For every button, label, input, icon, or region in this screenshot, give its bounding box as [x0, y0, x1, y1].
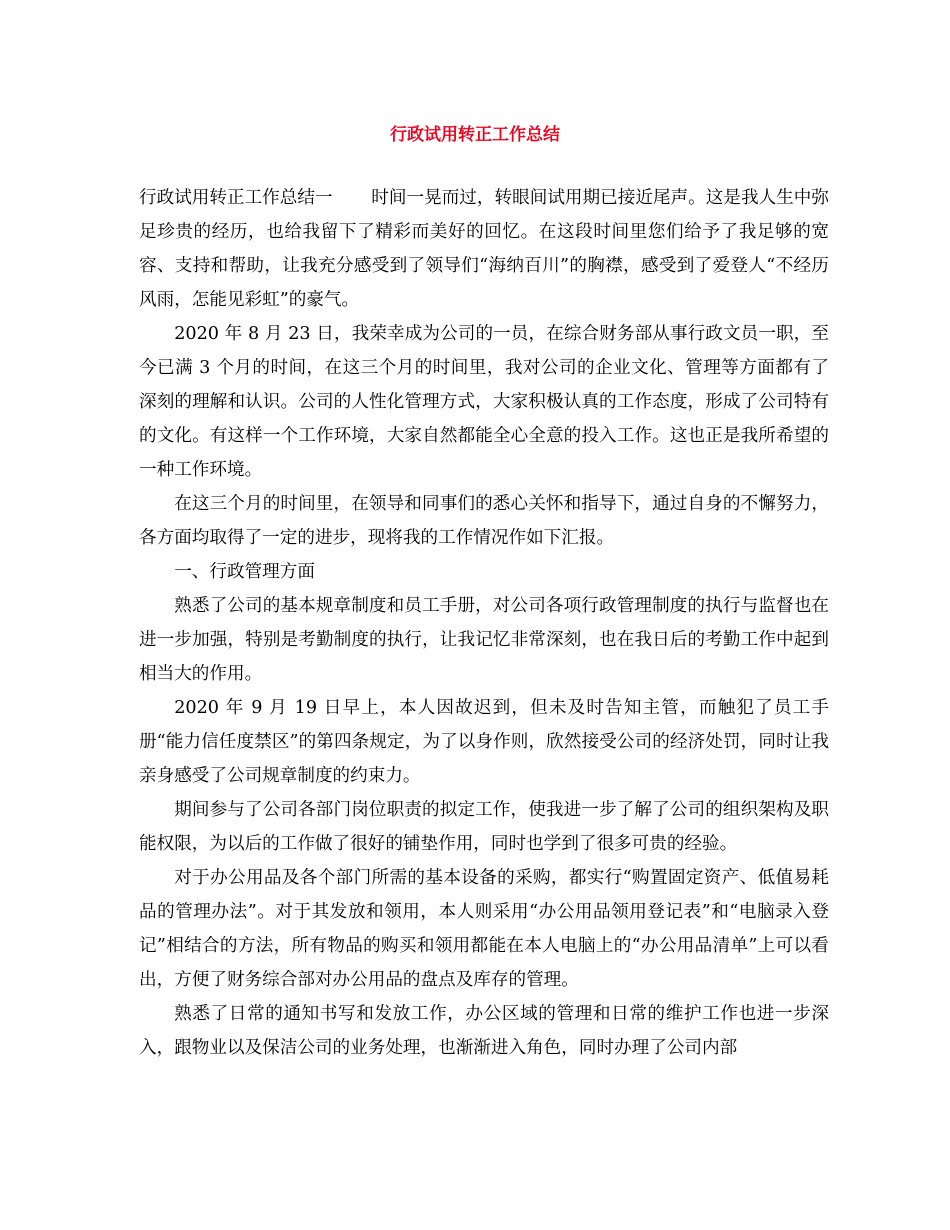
section-heading: 一、行政管理方面: [174, 562, 315, 582]
paragraph: 2020 年 9 月 19 日早上，本人因故迟到，但未及时告知主管，而触犯了员工手册“能力信任度禁区”的第四条规定，为了以身作则，欣然接受公司的经济处罚，同时让我亲身感受了公司规章制度的约束力。: [139, 698, 829, 786]
paragraph: 熟悉了日常的通知书写和发放工作，办公区域的管理和日常的维护工作也进一步深入，跟物业以及保洁公司的业务处理，也渐渐进入角色，同时办理了公司内部: [139, 1004, 829, 1058]
paragraph: 2020 年 8 月 23 日，我荣幸成为公司的一员，在综合财务部从事行政文员一职，至今已满 3 个月的时间，在这三个月的时间里，我对公司的企业文化、管理等方面都有了深刻的理解和认识。公司的人性化管理方式，大家积极认真的工作态度，形成了公司特有的文化。有这样一个工作环境，大家自然都能全心全意的投入工作。这也正是我所希望的一种工作环境。: [139, 324, 829, 480]
paragraph: 熟悉了公司的基本规章制度和员工手册，对公司各项行政管理制度的执行与监督也在进一步加强，特别是考勤制度的执行，让我记忆非常深刻，也在我日后的考勤工作中起到相当大的作用。: [139, 596, 829, 684]
paragraph: 期间参与了公司各部门岗位职责的拟定工作，使我进一步了解了公司的组织架构及职能权限，为以后的工作做了很好的铺垫作用，同时也学到了很多可贵的经验。: [139, 800, 829, 854]
document-body: [139, 181, 829, 1065]
paragraph: 对于办公用品及各个部门所需的基本设备的采购，都实行“购置固定资产、低值易耗品的管理办法”。对于其发放和领用，本人则采用“办公用品领用登记表”和“电脑录入登记”相结合的方法，所有物品的购买和领用都能在本人电脑上的“办公用品清单”上可以看出，方便了财务综合部对办公用品的盘点及库存的管理。: [139, 868, 829, 990]
paragraph-intro: [139, 181, 829, 317]
paragraph: 在这三个月的时间里，在领导和同事们的悉心关怀和指导下，通过自身的不懈努力，各方面均取得了一定的进步，现将我的工作情况作如下汇报。: [139, 494, 829, 548]
intro-lead: 行政试用转正工作总结一: [139, 188, 333, 208]
paragraph-text: 时间一晃而过，转眼间试用期已接近尾声。这是我人生中弥足珍贵的经历，也给我留下了精彩而美好的回忆。在这段时间里您们给予了我足够的宽容、支持和帮助，让我充分感受到了领导们“海纳百川”的胸襟，感受到了爱登人“不经历风雨，怎能见彩虹”的豪气。: [139, 188, 829, 310]
document-title: 行政试用转正工作总结: [390, 125, 560, 145]
